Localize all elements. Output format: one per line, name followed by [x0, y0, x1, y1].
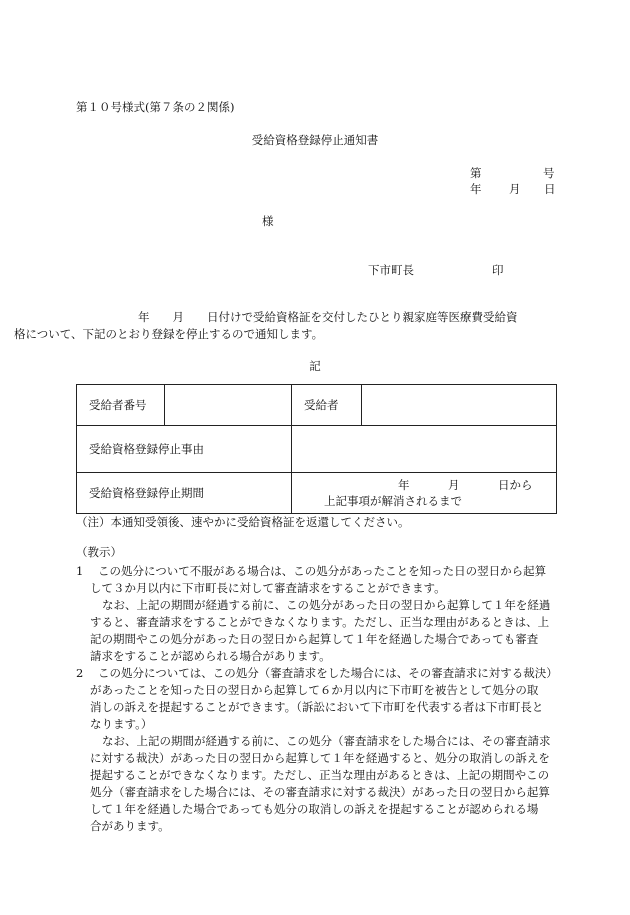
details-table	[76, 384, 557, 514]
paragraph-line: 処分（審査請求をした場合には、その審査請求に対する裁決）があった日の翌日から起算	[90, 785, 550, 799]
paragraph-line: なお、上記の期間が経過する前に、この処分（審査請求をした場合には、その審査請求	[102, 734, 551, 748]
ki-heading: 記	[309, 359, 321, 373]
paragraph-number: 2	[76, 666, 84, 680]
period-month: 月	[448, 478, 460, 492]
paragraph-line: 提起することができなくなります。ただし、正当な理由があるときは、上記の期間やこの	[90, 768, 550, 782]
stop-period-label: 受給資格登録停止期間	[77, 473, 292, 514]
recipient-name-value	[362, 385, 557, 426]
paragraph-line: に対する裁決）があった日の翌日から起算して１年を経過すると、処分の取消しの訴えを	[90, 751, 550, 765]
period-until: 上記事項が解消されるまで	[324, 494, 462, 508]
period-from: 日から	[498, 478, 533, 492]
notice-body-line-2: 格について、下記のとおり登録を停止するので通知します。	[14, 327, 324, 341]
paragraph-number: 1	[76, 564, 84, 578]
paragraph-line: 請求をすることが認められる場合があります。	[90, 649, 331, 663]
paragraph-line: 記の期間やこの処分があった日の翌日から起算して１年を経過した場合であっても審査	[90, 632, 539, 646]
recipient-number-value	[165, 385, 292, 426]
recipient-name-label: 受給者	[292, 385, 362, 426]
date-day: 日	[544, 182, 556, 196]
recipient-honorific: 様	[262, 214, 274, 228]
paragraph-line: この処分について不服がある場合は、この処分があったことを知った日の翌日から起算	[98, 564, 547, 578]
instruction-paragraph-2	[76, 665, 560, 835]
paragraph-line: 合があります。	[90, 819, 170, 833]
date-month: 月	[509, 182, 521, 196]
stop-period-value	[292, 473, 557, 514]
paragraph-line: すると、審査請求をすることができなくなります。ただし、正当な理由があるときは、上	[90, 615, 550, 629]
number-prefix: 第	[470, 166, 482, 180]
instruction-paragraph-1	[76, 563, 560, 665]
paragraph-line: があったことを知った日の翌日から起算して６か月以内に下市町を被告として処分の取	[90, 683, 539, 697]
sender-name: 下市町長	[368, 263, 414, 277]
paragraph-line: なお、上記の期間が経過する前に、この処分があった日の翌日から起算して１年を経過	[102, 598, 551, 612]
return-note: （注）本通知受領後、速やかに受給資格証を返還してください。	[76, 515, 410, 529]
sender-line	[368, 263, 504, 277]
paragraph-line: 消しの訴えを提起することができます。（訴訟において下市町を代表する者は下市町長と	[90, 700, 544, 714]
paragraph-line: なります。）	[90, 717, 153, 731]
document-title: 受給資格登録停止通知書	[251, 133, 379, 147]
stop-reason-value	[292, 426, 557, 473]
period-year: 年	[398, 478, 410, 492]
recipient-number-label: 受給者番号	[77, 385, 165, 426]
form-number: 第１０号様式(第７条の２関係)	[76, 100, 235, 114]
stop-reason-label	[77, 426, 292, 473]
stop-reason-label-text: 受給資格登録停止事由	[89, 441, 204, 456]
notice-body-line-1: 年 月 日付けで受給資格証を交付したひとり親家庭等医療費受給資	[138, 310, 518, 324]
instruction-heading: （教示）	[76, 545, 122, 559]
seal-mark: 印	[492, 263, 504, 277]
number-suffix: 号	[543, 166, 555, 180]
date-year: 年	[470, 182, 482, 196]
paragraph-line: この処分については、この処分（審査請求をした場合には、その審査請求に対する裁決）	[98, 666, 558, 680]
paragraph-line: して３か月以内に下市町長に対して審査請求をすることができます。	[90, 581, 446, 595]
paragraph-line: して１年を経過した場合であっても処分の取消しの訴えを提起することが認められる場	[90, 802, 539, 816]
notice-body	[14, 309, 556, 343]
